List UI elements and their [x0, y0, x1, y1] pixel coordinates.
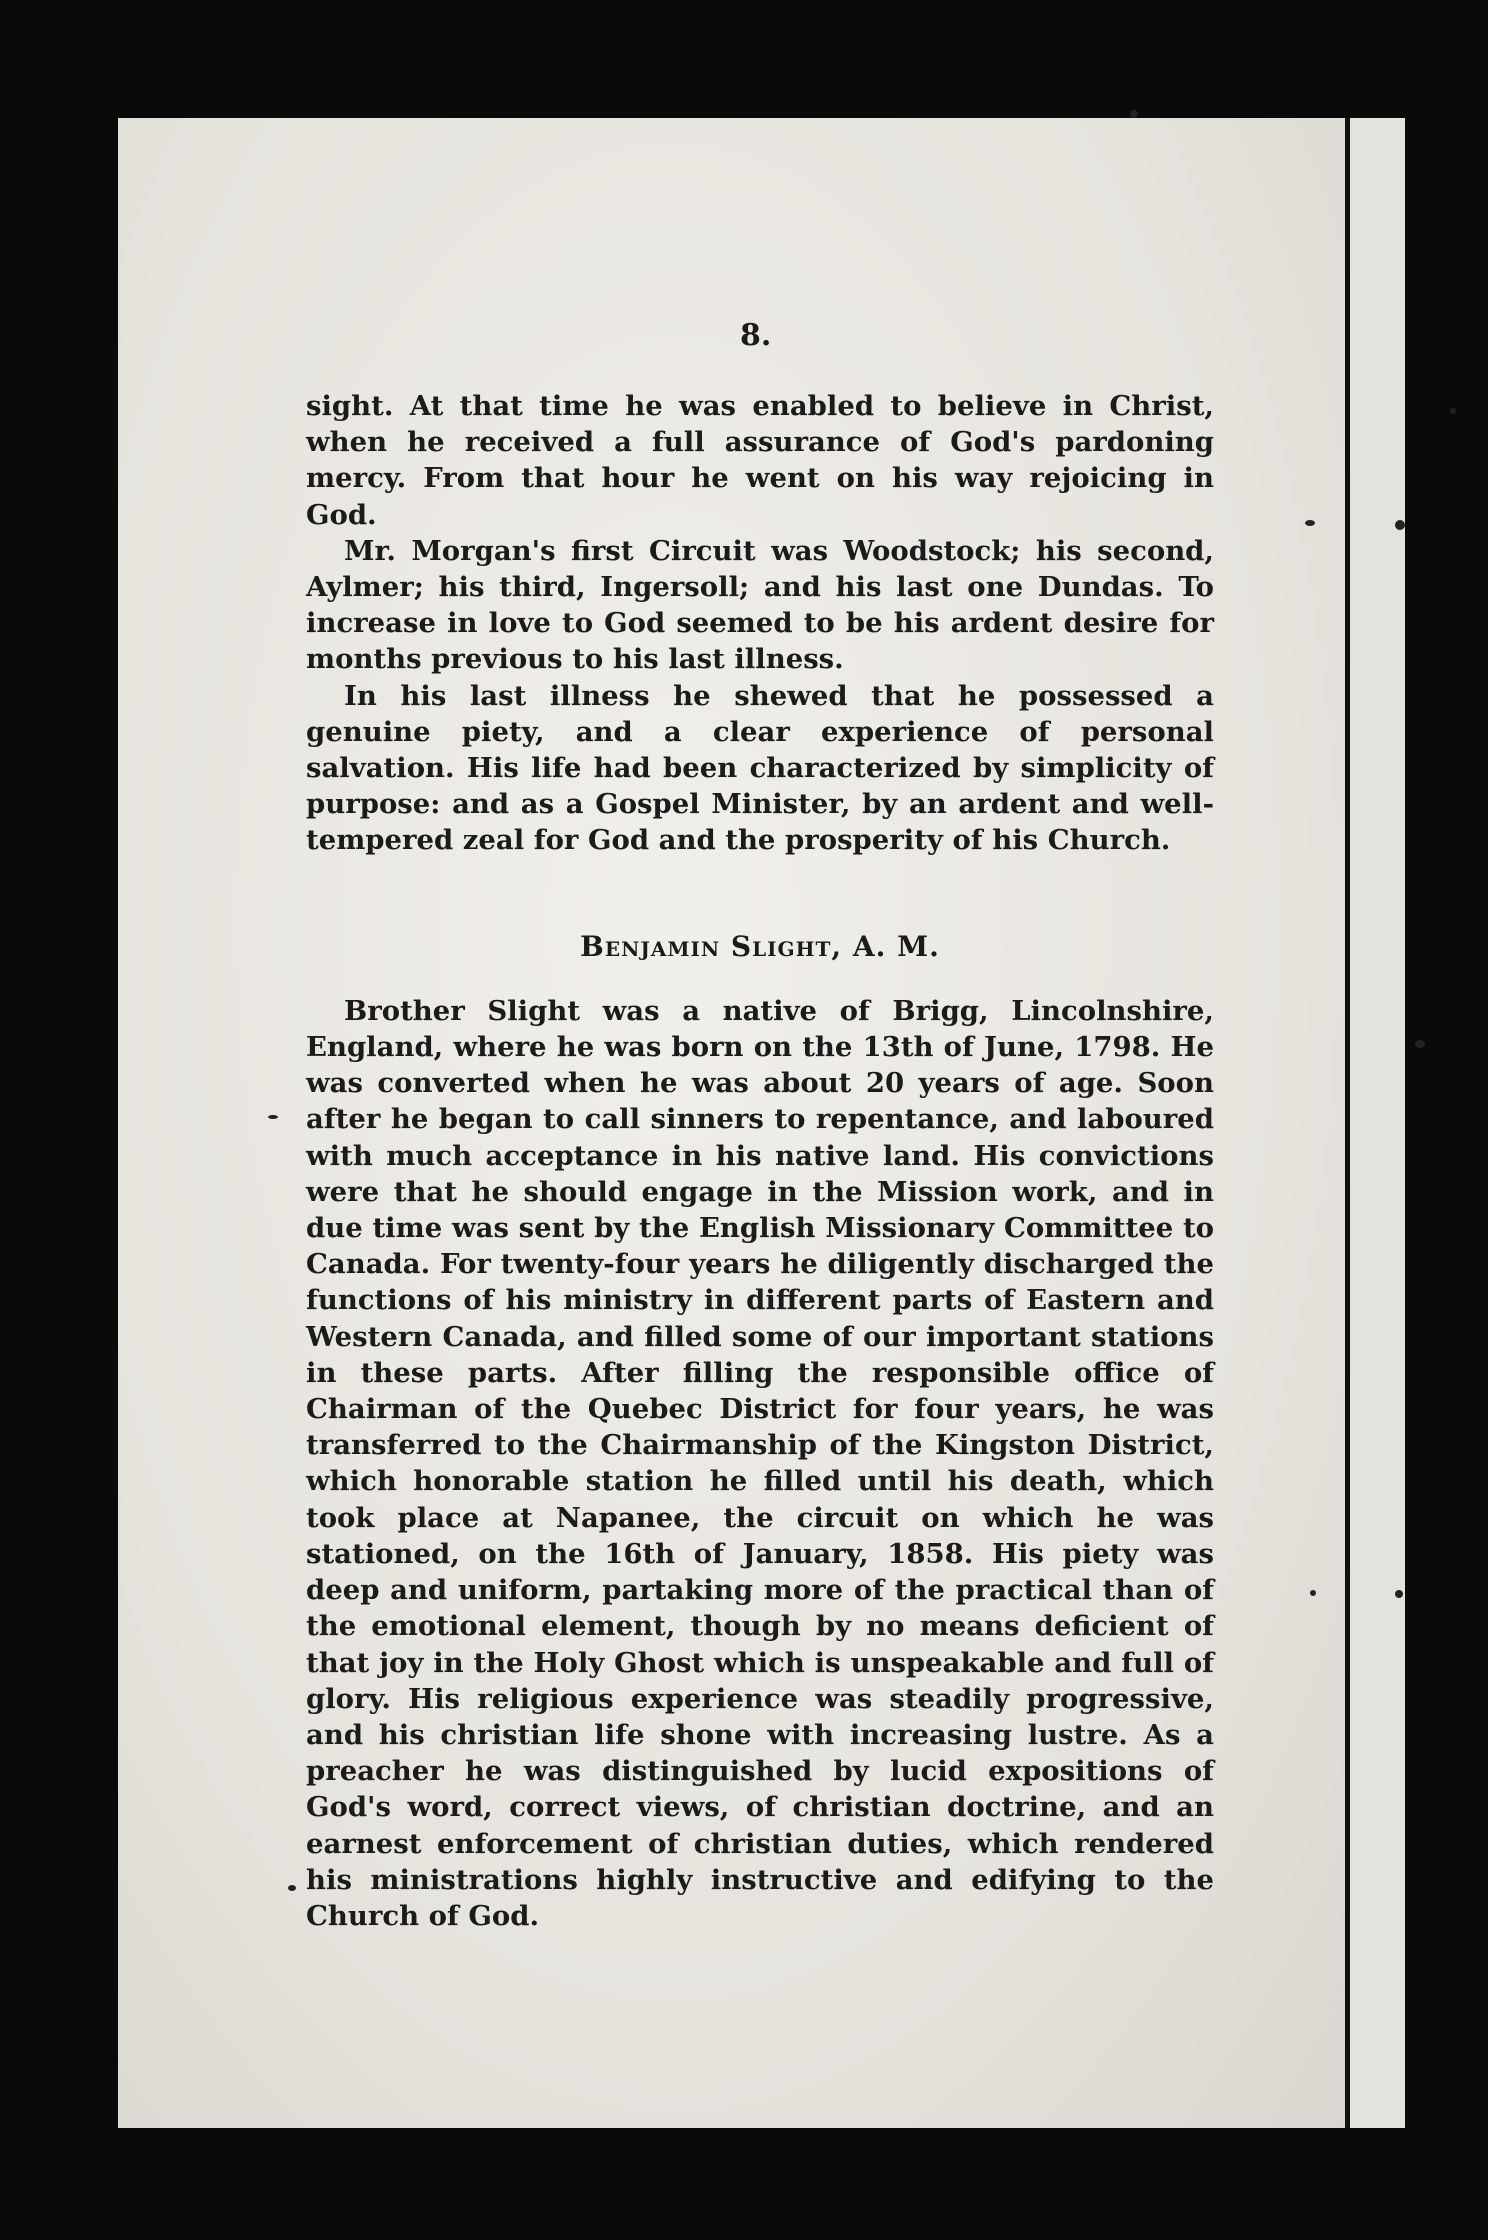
scan-speck: [1395, 1590, 1403, 1598]
scan-speck: [1450, 408, 1456, 414]
scan-speck: [1310, 1590, 1316, 1596]
scan-speck: [1305, 520, 1315, 526]
section-heading: Benjamin Slight, A. M.: [580, 929, 940, 963]
scan-speck: [288, 1885, 296, 1891]
facing-page-margin: [1350, 118, 1405, 2128]
page-body: [306, 388, 1214, 1934]
scan-speck: [1130, 110, 1138, 118]
paragraph: sight. At that time he was enabled to believe in Christ, when he received a full assurance of God's pardoning mercy. From that hour he went on his way rejoicing in God.: [306, 390, 1214, 531]
scan-speck: [1395, 520, 1405, 530]
scan-speck: [268, 1115, 278, 1119]
paragraph: Mr. Morgan's first Circuit was Woodstock; his second, Aylmer; his third, Ingersoll; and his last one Dundas. To increase in love to God seemed to be his ardent desire for months previous to his last illness.: [306, 534, 1214, 676]
page-number: 8.: [740, 318, 772, 353]
paragraph: Brother Slight was a native of Brigg, Lincolnshire, England, where he was born on the 13th of June, 1798. He was converted when he was about 20 years of age. Soon after he began to call sinners to repentance, and laboured with much acceptance in his native land. His convictions were that he should engage in the Mission work, and in due time was sent by the English Missionary Committee to Canada. For twenty-four years he diligently discharged the functions of his ministry in different parts of Eastern and Western Canada, and filled some of our important stations in these parts. After filling the responsible office of Chairman of the Quebec District for four years, he was transferred to the Chairmanship of the Kingston District, which honorable station he filled until his death, which took place at Napanee, the circuit on which he was stationed, on the 16th of January, 1858. His piety was deep and uniform, partaking more of the practical than of the emotional element, though by no means deficient of that joy in the Holy Ghost which is unspeakable and full of glory. His religious experience was steadily progressive, and his christian life shone with increasing lustre. As a preacher he was distinguished by lucid expositions of God's word, correct views, of christian doctrine, and an earnest enforcement of christian duties, which rendered his ministrations highly instructive and edifying to the Church of God.: [306, 994, 1214, 1932]
scan-speck: [1415, 1040, 1425, 1048]
paragraph: In his last illness he shewed that he possessed a genuine piety, and a clear experience of personal salvation. His life had been characterized by simplicity of purpose: and as a Gospel Minister, by an ardent and well-tempered zeal for God and the prosperity of his Church.: [306, 679, 1214, 857]
